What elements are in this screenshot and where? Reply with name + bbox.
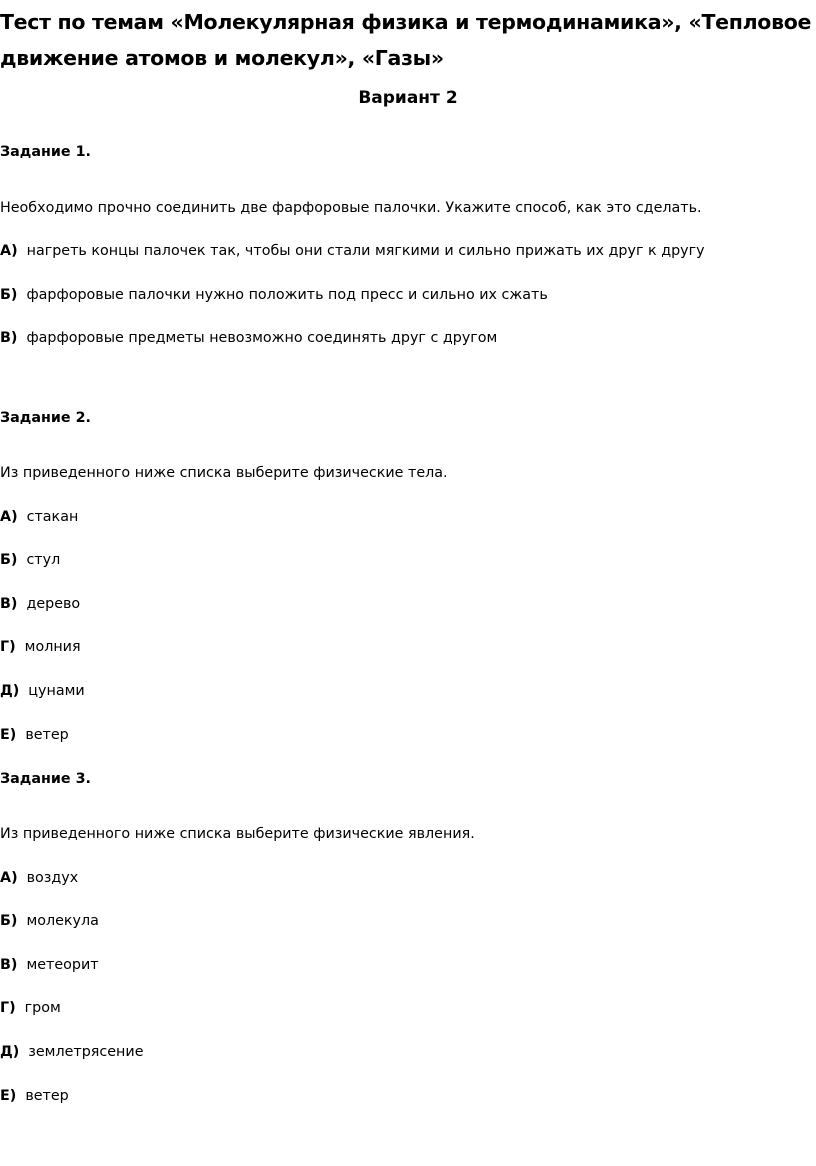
option-letter: Г) [0, 1000, 16, 1016]
option-letter: Е) [0, 1088, 17, 1104]
task-3-option-e [0, 1042, 144, 1062]
option-text: молекула [26, 913, 99, 929]
option-text: цунами [28, 683, 85, 699]
task-1-question: Необходимо прочно соединить две фарфоровые палочки. Укажите способ, как это сделать. [0, 200, 702, 216]
task-1-option-a [0, 241, 705, 261]
option-text: стакан [26, 509, 79, 525]
task-2-option-c [0, 594, 80, 614]
option-letter: А) [0, 243, 18, 259]
task-2-option-e [0, 681, 85, 701]
task-2-option-b [0, 550, 60, 570]
option-text: ветер [25, 1088, 69, 1104]
option-letter: В) [0, 330, 18, 346]
option-text: землетрясение [28, 1044, 144, 1060]
option-letter: А) [0, 870, 18, 886]
task-3-option-c [0, 955, 99, 975]
option-letter: В) [0, 596, 18, 612]
option-letter: В) [0, 957, 18, 973]
task-2-heading: Задание 2. [0, 410, 91, 426]
task-2-option-f [0, 725, 69, 745]
task-3-question: Из приведенного ниже списка выберите физические явления. [0, 826, 475, 842]
option-letter: Б) [0, 913, 18, 929]
option-text: фарфоровые предметы невозможно соединять друг с другом [26, 330, 498, 346]
option-text: дерево [26, 596, 81, 612]
option-letter: Б) [0, 287, 18, 303]
task-1-option-c [0, 328, 497, 348]
task-3-heading: Задание 3. [0, 771, 91, 787]
option-letter: Д) [0, 683, 20, 699]
option-text: молния [24, 639, 81, 655]
option-letter: Б) [0, 552, 18, 568]
option-text: ветер [25, 727, 69, 743]
option-letter: Е) [0, 727, 17, 743]
task-2-question: Из приведенного ниже списка выберите физические тела. [0, 465, 448, 481]
task-3-option-a [0, 868, 78, 888]
option-text: гром [24, 1000, 61, 1016]
option-text: нагреть концы палочек так, чтобы они стали мягкими и сильно прижать их друг к другу [26, 243, 705, 259]
task-3-option-b [0, 911, 99, 931]
variant-heading: Вариант 2 [358, 88, 458, 108]
task-1-option-b [0, 285, 548, 305]
option-text: воздух [26, 870, 79, 886]
option-text: метеорит [26, 957, 99, 973]
task-3-option-d [0, 998, 61, 1018]
task-2-option-d [0, 637, 81, 657]
task-2-option-a [0, 507, 78, 527]
option-letter: Г) [0, 639, 16, 655]
task-3-option-f [0, 1086, 69, 1106]
document-title: Тест по темам «Молекулярная физика и термодинамика», «Тепловое движение атомов и молекул», «Газы» [0, 10, 812, 70]
task-1-heading: Задание 1. [0, 144, 91, 160]
option-text: стул [26, 552, 61, 568]
option-letter: А) [0, 509, 18, 525]
option-text: фарфоровые палочки нужно положить под пресс и сильно их сжать [26, 287, 548, 303]
option-letter: Д) [0, 1044, 20, 1060]
